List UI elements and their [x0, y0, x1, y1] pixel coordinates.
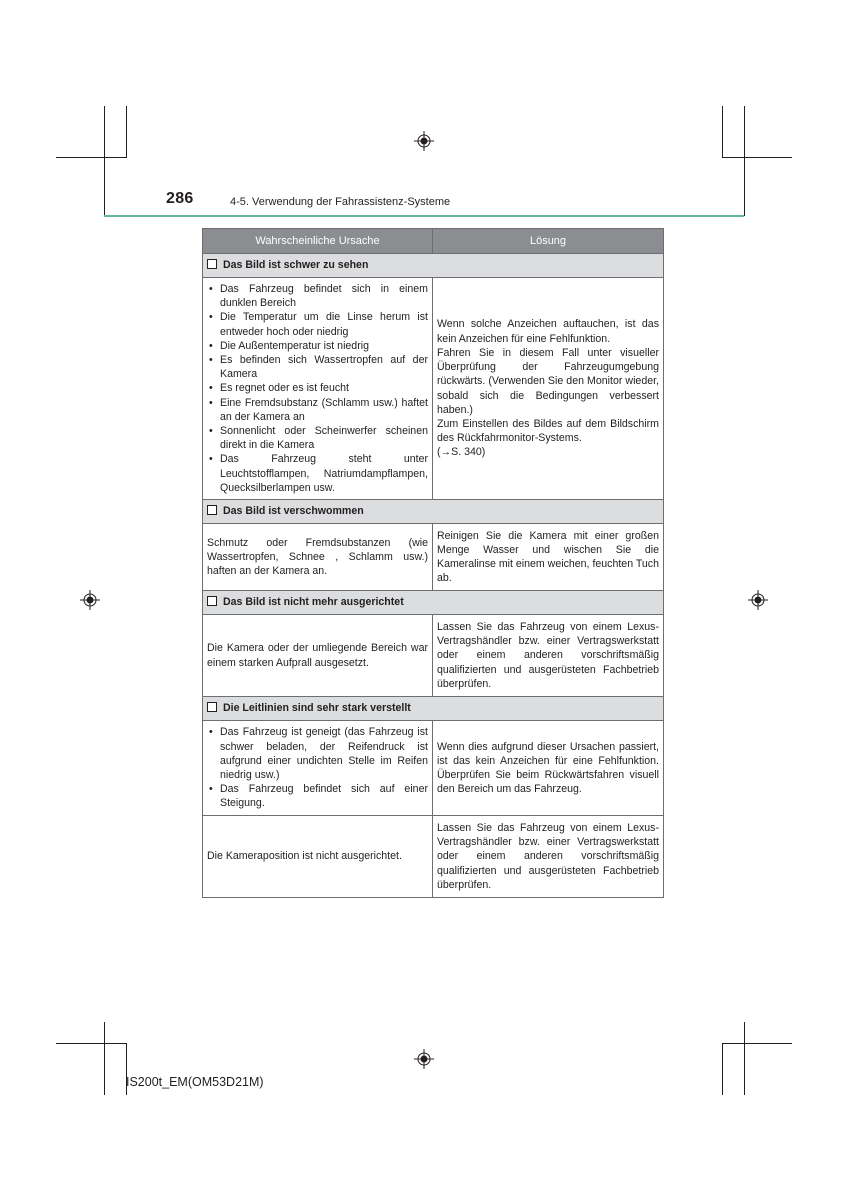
category-title: Das Bild ist verschwommen — [223, 505, 364, 518]
crop-mark — [722, 1043, 792, 1044]
crop-mark — [56, 1043, 126, 1044]
registration-mark-icon — [748, 590, 768, 610]
checkbox-square-icon — [207, 596, 217, 606]
registration-mark-icon — [80, 590, 100, 610]
page-number: 286 — [166, 190, 194, 207]
category-title: Das Bild ist nicht mehr ausgerichtet — [223, 596, 404, 609]
solution-text: Zum Einstellen des Bildes auf dem Bildschirm des Rückfahrmonitor-Systems. — [437, 417, 659, 445]
crop-mark — [744, 1022, 745, 1095]
solution-text: Lassen Sie das Fahrzeug von einem Lexus-Vertragshändler bzw. einer Vertragswerkstatt oder einem anderen vorschriftsmäßig qualifizierten und ausgerüsteten Fachbetrieb überprüfen. — [437, 620, 659, 690]
checkbox-square-icon — [207, 505, 217, 515]
cause-cell — [203, 721, 433, 816]
cause-item: • Es befinden sich Wassertropfen auf der Kamera — [207, 353, 428, 381]
troubleshooting-table — [202, 228, 664, 898]
cause-item: • Das Fahrzeug steht unter Leuchtstofflampen, Natriumdampflampen, Quecksilberlampen usw. — [207, 452, 428, 495]
table-row — [203, 524, 664, 591]
category-title: Das Bild ist schwer zu sehen — [223, 259, 369, 272]
solution-text: Wenn dies aufgrund dieser Ursachen passiert, ist das kein Anzeichen für eine Fehlfunktion. Überprüfen Sie beim Rückwärtsfahren visuell den Bereich um das Fahrzeug. — [437, 740, 659, 796]
cause-item: • Das Fahrzeug ist geneigt (das Fahrzeug ist schwer beladen, der Reifendruck ist aufgrund einer undichten Stelle im Reifen niedrig usw.) — [207, 725, 428, 782]
category-title: Die Leitlinien sind sehr stark verstellt — [223, 702, 411, 715]
cause-item: • Eine Fremdsubstanz (Schlamm usw.) haftet an der Kamera an — [207, 396, 428, 424]
solution-cell — [433, 721, 664, 816]
registration-mark-icon — [414, 131, 434, 151]
solution-text: Wenn solche Anzeichen auftauchen, ist das kein Anzeichen für eine Fehlfunktion. — [437, 318, 659, 345]
table-row — [203, 721, 664, 816]
column-header-solution: Lösung — [433, 229, 664, 254]
checkbox-square-icon — [207, 702, 217, 712]
cause-item: • Die Außentemperatur ist niedrig — [207, 339, 428, 353]
table-row — [203, 816, 664, 898]
solution-cell — [433, 524, 664, 591]
cause-cell: Schmutz oder Fremdsubstanzen (wie Wassertropfen, Schnee , Schlamm usw.) haften an der Kamera an. — [203, 524, 433, 591]
cause-item: • Die Temperatur um die Linse herum ist entweder hoch oder niedrig — [207, 310, 428, 338]
table-header-row — [203, 229, 664, 254]
category-row — [203, 254, 664, 278]
cause-cell: Die Kameraposition ist nicht ausgerichtet. — [203, 816, 433, 898]
registration-mark-icon — [414, 1049, 434, 1069]
cause-cell — [203, 278, 433, 500]
solution-cell — [433, 278, 664, 500]
cause-item: • Sonnenlicht oder Scheinwerfer scheinen direkt in die Kamera — [207, 424, 428, 452]
crop-mark — [722, 1043, 723, 1095]
solution-text: Lassen Sie das Fahrzeug von einem Lexus-Vertragshändler bzw. einer Vertragswerkstatt oder einem anderen vorschriftsmäßig qualifizierten und ausgerüsteten Fachbetrieb überprüfen. — [437, 821, 659, 891]
checkbox-square-icon — [207, 259, 217, 269]
solution-text: Fahren Sie in diesem Fall unter visueller Überprüfung der Fahrzeugumgebung rückwärts. (Verwenden Sie den Monitor wieder, sobald sich die Bedingungen verbessert haben.) — [437, 346, 659, 416]
solution-text: Reinigen Sie die Kamera mit einer großen Menge Wasser und wischen Sie die Kameralinse mit einem weichen, feuchten Tuch ab. — [437, 529, 659, 585]
solution-cell — [433, 615, 664, 697]
column-header-cause: Wahrscheinliche Ursache — [203, 229, 433, 254]
solution-cell — [433, 816, 664, 898]
header-divider — [104, 215, 744, 217]
crop-mark — [104, 106, 105, 216]
crop-mark — [744, 106, 745, 216]
table-row — [203, 615, 664, 697]
cause-cell: Die Kamera oder der umliegende Bereich war einem starken Aufprall ausgesetzt. — [203, 615, 433, 697]
crop-mark — [126, 106, 127, 158]
crop-mark — [722, 106, 723, 158]
cause-item: • Das Fahrzeug befindet sich in einem dunklen Bereich — [207, 282, 428, 310]
table-row — [203, 278, 664, 500]
document-code: IS200t_EM(OM53D21M) — [126, 1075, 264, 1089]
section-title: 4-5. Verwendung der Fahrassistenz-Systeme — [230, 196, 451, 208]
crop-mark — [104, 1022, 105, 1095]
cause-item: • Das Fahrzeug befindet sich auf einer Steigung. — [207, 782, 428, 810]
crop-mark — [56, 157, 126, 158]
category-row — [203, 591, 664, 615]
page-reference: (→S. 340) — [437, 446, 486, 459]
category-row — [203, 500, 664, 524]
cause-item: • Es regnet oder es ist feucht — [207, 381, 428, 395]
category-row — [203, 697, 664, 721]
crop-mark — [722, 157, 792, 158]
